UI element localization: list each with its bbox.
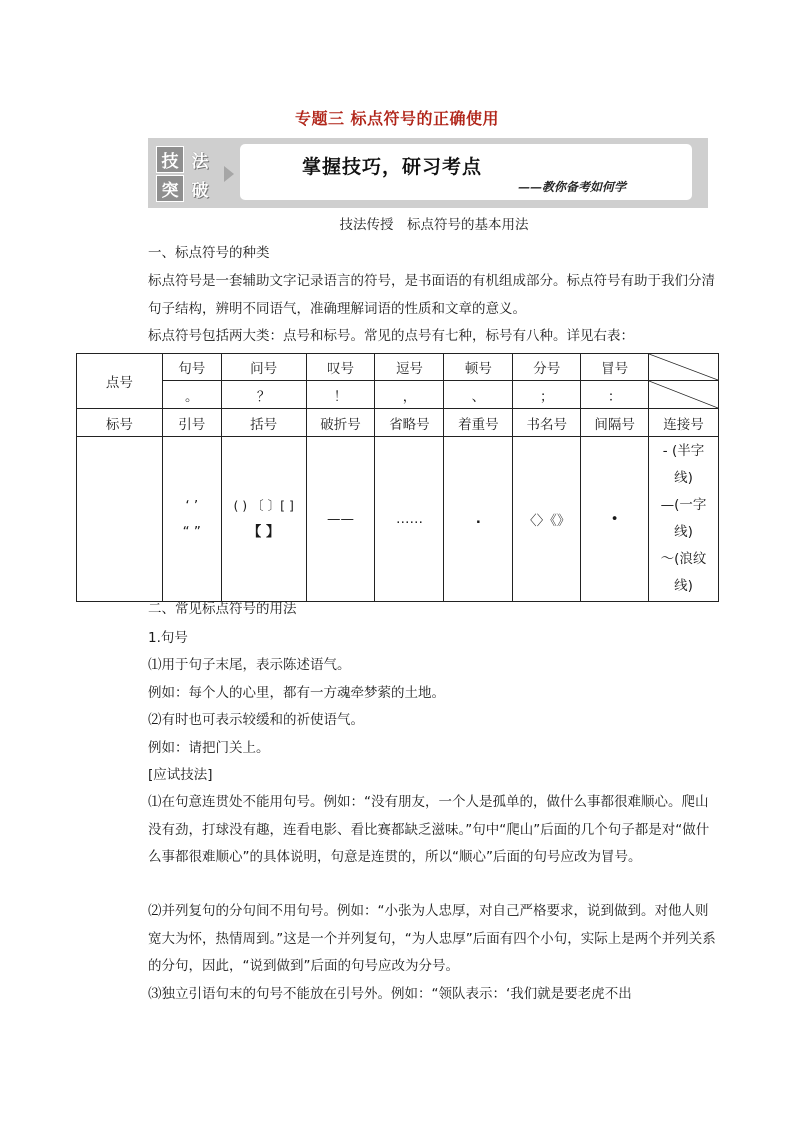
banner-main-text: 掌握技巧，研习考点 [302, 156, 483, 178]
part2-item-1: ⑴用于句子末尾，表示陈述语气。 [148, 657, 351, 673]
dianhao-symbol: ， [375, 381, 444, 409]
dash-symbol: —— [306, 437, 375, 602]
connector-line: - (半字 [662, 443, 705, 459]
banner-panel [240, 144, 692, 200]
part2-example-1: 例如：每个人的心里，都有一方魂牵梦萦的土地。 [148, 685, 445, 701]
tip-2: ⑵并列复句的分句间不用句号。例如：“小张为人忠厚，对自己严格要求，说到做到。对他人则宽大为怀，热情周到。”这是一个并列复句，“为人忠厚”后面有四个小句，实际上是两个并列关系的分句，因此，“说到做到”后面的句号应改为分号。 [148, 903, 716, 975]
biaohao-name: 省略号 [375, 409, 444, 437]
section-heading: 技法传授 标点符号的基本用法 [339, 217, 529, 233]
bracket-set-1: ( ) 〔 〕[ ] [233, 498, 294, 513]
technique-badge [156, 146, 214, 200]
part2-subheading: 1.句号 [148, 630, 188, 646]
biaohao-name: 连接号 [649, 409, 719, 437]
interpunct-symbol: • [581, 437, 649, 602]
dianhao-name: 句号 [162, 354, 221, 381]
part1-heading: 一、标点符号的种类 [148, 245, 270, 261]
connector-line: ～(浪纹 [660, 551, 707, 567]
biaohao-name: 间隔号 [581, 409, 649, 437]
bracket-symbols [221, 437, 306, 602]
quote-symbols [162, 437, 221, 602]
dianhao-name: 分号 [513, 354, 581, 381]
bracket-set-2: 【 】 [247, 524, 280, 540]
diagonal-cell [649, 381, 719, 409]
part2-example-2: 例如：请把门关上。 [148, 740, 270, 756]
ellipsis-symbol: …… [375, 437, 444, 602]
dianhao-name: 问号 [221, 354, 306, 381]
biaohao-name: 引号 [162, 409, 221, 437]
empty-cell [77, 437, 163, 602]
biaohao-name: 着重号 [444, 409, 513, 437]
diagonal-cell [649, 354, 719, 381]
emphasis-symbol: . [444, 437, 513, 602]
part1-paragraph-2: 标点符号包括两大类：点号和标号。常见的点号有七种，标号有八种。详见右表： [148, 328, 634, 344]
banner-subtitle: ——教你备考如何学 [517, 180, 626, 194]
connector-line: 线) [674, 578, 693, 594]
part2-heading: 二、常见标点符号的用法 [148, 601, 297, 617]
badge-char: 技 [156, 146, 184, 173]
dianhao-symbol: ？ [221, 381, 306, 409]
dianhao-symbol: ： [581, 381, 649, 409]
dianhao-name: 冒号 [581, 354, 649, 381]
biaohao-name: 括号 [221, 409, 306, 437]
document-title: 专题三 标点符号的正确使用 [294, 109, 500, 128]
book-title-symbols: 〈〉《》 [513, 437, 581, 602]
quote-single: ‘ ’ [185, 498, 199, 514]
dianhao-label: 点号 [77, 354, 163, 409]
tip-1: ⑴在句意连贯处不能用句号。例如：“没有朋友，一个人是孤单的，做什么事都很难顺心。爬山没有劲，打球没有趣，连看电影、看比赛都缺乏滋味。”句中“爬山”后面的几个句子都是对“做什么事都很难顺心”的具体说明，句意是连贯的，所以“顺心”后面的句号应改为冒号。 [148, 794, 710, 866]
badge-char: 突 [156, 175, 184, 202]
part1-paragraph-1: 标点符号是一套辅助文字记录语言的符号，是书面语的有机组成部分。标点符号有助于我们分清句子结构，辨明不同语气，准确理解词语的性质和文章的意义。 [148, 273, 715, 317]
connector-line: 线) [674, 524, 693, 540]
quote-double: “ ” [182, 524, 201, 540]
connector-line: 线) [674, 470, 693, 486]
dianhao-symbol: ； [513, 381, 581, 409]
badge-char: 法 [191, 152, 209, 172]
tip-3: ⑶独立引语句末的句号不能放在引号外。例如：“领队表示：‘我们就是要老虎不出 [148, 986, 632, 1002]
dianhao-name: 叹号 [306, 354, 375, 381]
biaohao-label: 标号 [77, 409, 163, 437]
tips-heading: [应试技法] [148, 767, 213, 783]
part2-item-2: ⑵有时也可表示较缓和的祈使语气。 [148, 712, 364, 728]
dianhao-name: 顿号 [444, 354, 513, 381]
badge-char: 破 [191, 181, 209, 201]
triangle-arrow-icon [224, 166, 234, 182]
punctuation-table [76, 353, 719, 602]
dianhao-symbol: 、 [444, 381, 513, 409]
connector-line: —(一字 [660, 497, 707, 513]
dianhao-symbol: 。 [162, 381, 221, 409]
biaohao-name: 破折号 [306, 409, 375, 437]
biaohao-name: 书名号 [513, 409, 581, 437]
section-banner [148, 138, 708, 208]
connector-symbols [649, 437, 719, 602]
dianhao-name: 逗号 [375, 354, 444, 381]
dianhao-symbol: ！ [306, 381, 375, 409]
